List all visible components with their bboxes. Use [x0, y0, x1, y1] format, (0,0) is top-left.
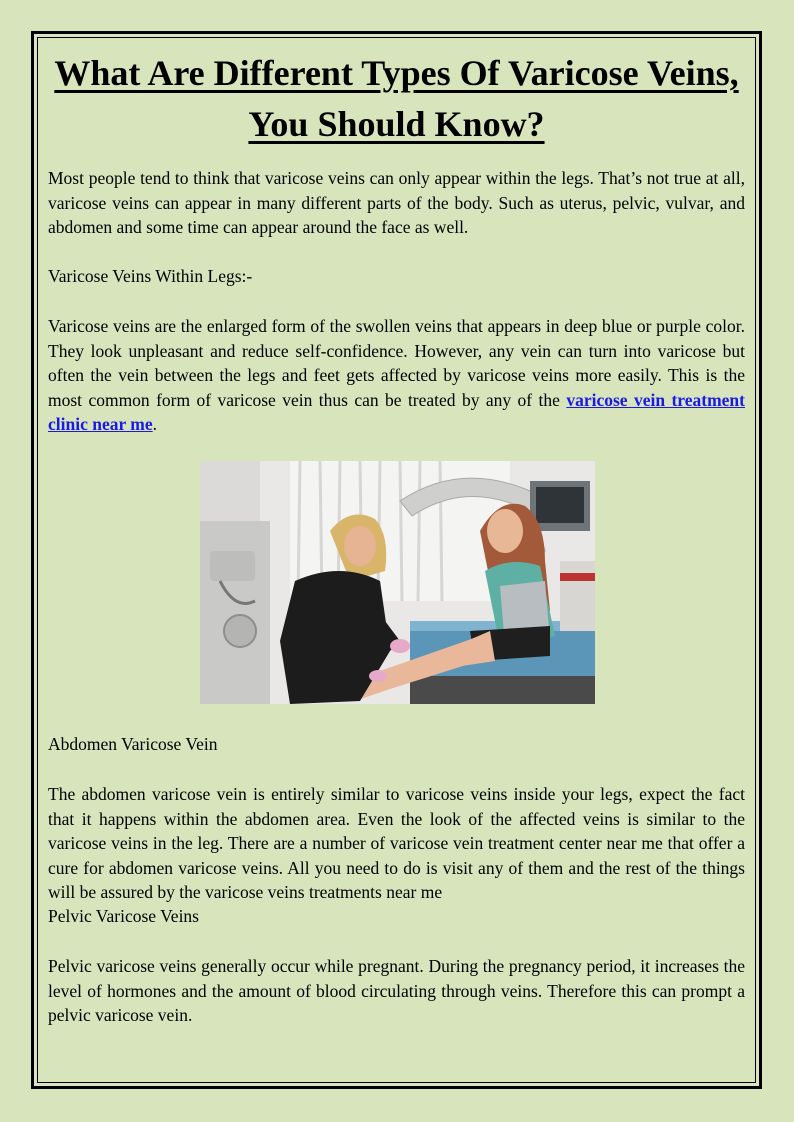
- legs-body-end: .: [152, 414, 158, 434]
- treatment-clinic-link[interactable]: varicose vein treatment clinic near me: [48, 389, 745, 434]
- section-heading-pelvic: Pelvic Varicose Veins: [48, 906, 199, 926]
- legs-body-text: Varicose veins are the enlarged form of the swollen veins that appears in deep blue or purple color. They look unpleasant and reduce self-confidence. However, any vein can turn into varicose but often the vein between the legs and feet gets affected by varicose veins more easily. This is the most common form of varicose vein thus can be treated by any of the: [48, 316, 745, 410]
- clinic-photo: [200, 461, 595, 704]
- section-heading-legs: Varicose Veins Within Legs:-: [48, 266, 253, 286]
- clinic-photo-illustration: [200, 461, 595, 704]
- intro-paragraph: Most people tend to think that varicose veins can only appear within the legs. That’s not true at all, varicose veins can appear in many different parts of the body. Such as uterus, pelvic, vulvar, and abdomen and some time can appear around the face as well.: [48, 168, 745, 237]
- section-body-pelvic: Pelvic varicose veins generally occur while pregnant. During the pregnancy period, it increases the level of hormones and the amount of blood circulating through veins. Therefore this can prompt a pelvic varicose vein.: [48, 956, 745, 1025]
- section-body-abdomen: The abdomen varicose vein is entirely similar to varicose veins inside your legs, expect the fact that it happens within the abdomen area. Even the look of the affected veins is similar to the varicose veins in the leg. There are a number of varicose vein treatment center near me that offer a cure for abdomen varicose veins. All you need to do is visit any of them and the rest of the things will be assured by the varicose veins treatments near me: [48, 784, 745, 902]
- section-heading-abdomen: Abdomen Varicose Vein: [48, 734, 218, 754]
- section-body-legs: [48, 314, 745, 437]
- article-header: [48, 48, 745, 150]
- page-title: What Are Different Types Of Varicose Veins, You Should Know?: [54, 53, 739, 144]
